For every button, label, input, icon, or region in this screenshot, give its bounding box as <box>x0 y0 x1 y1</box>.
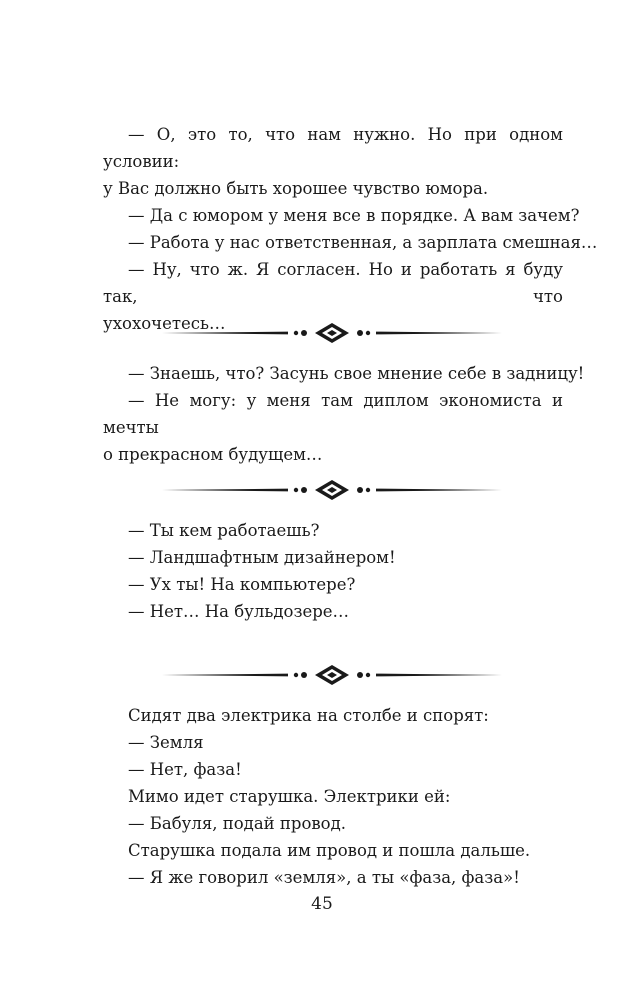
text-line: — Бабуля, подай провод. <box>128 814 347 833</box>
joke-4 <box>103 702 563 891</box>
text-line: — Земля <box>128 733 204 752</box>
text-line: — О, это то, что нам нужно. Но при одном условии: <box>103 125 563 171</box>
text-line: ухохочетесь… <box>103 314 226 333</box>
text-line: — Да с юмором у меня все в порядке. А вам зачем? <box>128 206 580 225</box>
text-line: — Ну, что ж. Я согласен. Но и работать я буду так, что <box>103 260 563 306</box>
joke-2 <box>103 360 585 468</box>
text-line: у Вас должно быть хорошее чувство юмора. <box>103 179 489 198</box>
text-line: — Нет… На бульдозере… <box>128 602 350 621</box>
text-line: о прекрасном будущем… <box>103 445 323 464</box>
ornament-divider <box>162 479 502 501</box>
joke-1 <box>103 121 598 337</box>
text-line: — Ты кем работаешь? <box>128 521 320 540</box>
text-line: — Работа у нас ответственная, а зарплата смешная… <box>128 233 598 252</box>
text-line: — Не могу: у меня там диплом экономиста и мечты <box>103 391 563 437</box>
joke-3 <box>103 517 563 625</box>
ornament-divider <box>162 322 502 344</box>
text-line: — Ландшафтным дизайнером! <box>128 548 396 567</box>
text-line: — Знаешь, что? Засунь свое мнение себе в задницу! <box>128 364 585 383</box>
ornament-divider <box>162 664 502 686</box>
text-line: — Я же говорил «земля», а ты «фаза, фаза»! <box>128 868 520 887</box>
text-line: Старушка подала им провод и пошла дальше. <box>128 841 531 860</box>
page-number: 45 <box>311 894 333 914</box>
text-line: Сидят два электрика на столбе и спорят: <box>128 706 489 725</box>
text-line: — Нет, фаза! <box>128 760 242 779</box>
text-line: — Ух ты! На компьютере? <box>128 575 356 594</box>
text-line: Мимо идет старушка. Электрики ей: <box>128 787 451 806</box>
